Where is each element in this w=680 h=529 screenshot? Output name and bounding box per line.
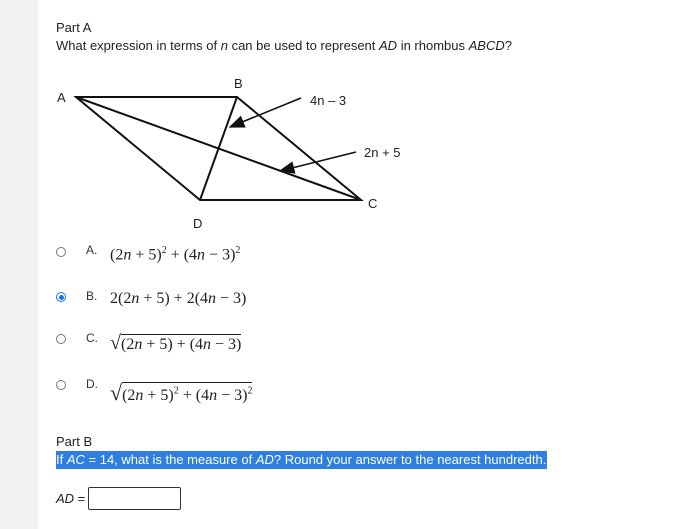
answer-input[interactable]: [88, 487, 181, 510]
choice-d-radio[interactable]: [56, 380, 66, 390]
part-b-question: If AC = 14, what is the measure of AD? Round your answer to the nearest hundredth.: [56, 452, 547, 467]
part-a-question: What expression in terms of n can be used to represent AD in rhombus ABCD?: [56, 38, 512, 53]
vertex-c-label: C: [368, 196, 378, 211]
vertex-a-label: A: [57, 90, 66, 105]
vertex-b-label: B: [234, 76, 243, 91]
choice-c-letter: C.: [86, 331, 98, 345]
rhombus-figure: [38, 0, 438, 240]
choice-a-radio[interactable]: [56, 247, 66, 257]
choice-d-letter: D.: [86, 377, 98, 391]
choice-b-letter: B.: [86, 289, 98, 303]
choice-a-expression: $(2n + 5)^2 + (4n - 3)^2$: [110, 245, 241, 264]
choice-d[interactable]: [38, 374, 438, 414]
choice-c-expression: √(2n + 5) + (4n − 3): [110, 332, 242, 354]
choice-a-letter: A.: [86, 243, 98, 257]
arrow-label-1: [230, 98, 301, 127]
vertex-d-label: D: [193, 216, 203, 231]
side-label-2: 2n + 5: [364, 145, 401, 160]
choice-b-expression: 2(2n + 5) + 2(4n − 3): [110, 290, 247, 307]
choice-a[interactable]: [38, 240, 438, 270]
choice-d-expression: $√(2n + 5)^2 + (4n - 3)^2$: [110, 380, 253, 405]
part-b-title: Part B: [56, 434, 93, 449]
choice-b[interactable]: [38, 288, 438, 318]
arrow-label-2: [280, 152, 356, 171]
part-a-title: Part A: [56, 20, 92, 35]
side-label-1: 4n – 3: [310, 93, 347, 108]
answer-label: AD =: [56, 491, 86, 506]
choice-c-radio[interactable]: [56, 334, 66, 344]
choice-c[interactable]: [38, 328, 438, 358]
choice-b-radio[interactable]: [56, 292, 66, 302]
question-panel: [38, 0, 680, 529]
diagonal-bd: [200, 97, 237, 200]
